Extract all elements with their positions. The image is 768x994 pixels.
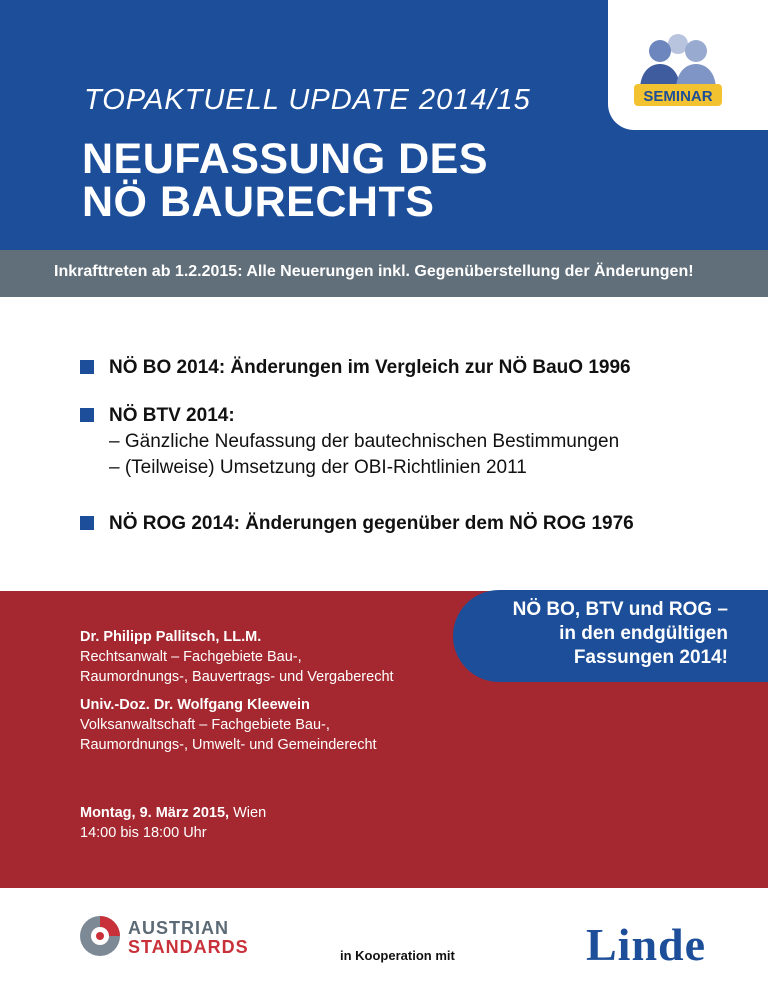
speaker-role: Rechtsanwalt – Fachgebiete Bau-, bbox=[80, 649, 302, 665]
bullet-square-icon bbox=[80, 360, 94, 374]
speaker-role: Raumordnungs-, Bauvertrags- und Vergaberecht bbox=[80, 669, 394, 685]
event-place: Wien bbox=[229, 805, 267, 821]
bullet-subline: – (Teilweise) Umsetzung der OBI-Richtlinien 2011 bbox=[109, 457, 527, 478]
bullet-heading: NÖ ROG 2014: Änderungen gegenüber dem NÖ ROG 1976 bbox=[109, 513, 634, 534]
austrian-standards-logo bbox=[78, 914, 248, 968]
main-headline bbox=[82, 135, 489, 226]
austrian-standards-line-1: AUSTRIAN bbox=[128, 918, 229, 938]
speaker-name: Dr. Philipp Pallitsch, LL.M. bbox=[80, 629, 262, 645]
bullet-heading: NÖ BO 2014: Änderungen im Vergleich zur NÖ BauO 1996 bbox=[109, 357, 631, 378]
seminar-people-icon bbox=[632, 34, 724, 108]
callout-line-2: in den endgültigen bbox=[559, 623, 728, 644]
event-time: 14:00 bis 18:00 Uhr bbox=[80, 825, 207, 841]
event-date: Montag, 9. März 2015, bbox=[80, 805, 230, 821]
strap-text: Inkrafttreten ab 1.2.2015: Alle Neuerungen inkl. Gegenüberstellung der Änderungen! bbox=[54, 263, 694, 280]
bullet-heading: NÖ BTV 2014: bbox=[109, 405, 235, 426]
callout-line-1: NÖ BO, BTV und ROG – bbox=[512, 599, 728, 620]
callout-line-3: Fassungen 2014! bbox=[573, 647, 728, 668]
kicker-title: TOPAKTUELL UPDATE 2014/15 bbox=[84, 84, 531, 116]
headline-line-2: NÖ BAURECHTS bbox=[82, 178, 435, 226]
bullet-subline: – Gänzliche Neufassung der bautechnischen Bestimmungen bbox=[109, 431, 620, 452]
subtitle-strap bbox=[0, 250, 768, 297]
speaker-block bbox=[80, 627, 394, 687]
highlight-callout bbox=[453, 590, 768, 682]
speaker-role: Raumordnungs-, Umwelt- und Gemeinderecht bbox=[80, 737, 377, 753]
cooperation-label: in Kooperation mit bbox=[340, 948, 455, 963]
callout-text bbox=[468, 598, 728, 670]
speaker-name: Univ.-Doz. Dr. Wolfgang Kleewein bbox=[80, 697, 310, 713]
linde-logo: Linde bbox=[586, 919, 707, 970]
event-date-line bbox=[80, 803, 266, 823]
event-info bbox=[80, 803, 266, 843]
austrian-standards-line-2: STANDARDS bbox=[128, 937, 249, 957]
seminar-badge-label: SEMINAR bbox=[643, 88, 713, 105]
speaker-role: Volksanwaltschaft – Fachgebiete Bau-, bbox=[80, 717, 330, 733]
bullet-square-icon bbox=[80, 516, 94, 530]
austrian-standards-mark-icon bbox=[78, 914, 122, 958]
speaker-block bbox=[80, 695, 377, 755]
headline-line-1: NEUFASSUNG DES bbox=[82, 135, 489, 183]
bullet-square-icon bbox=[80, 408, 94, 422]
